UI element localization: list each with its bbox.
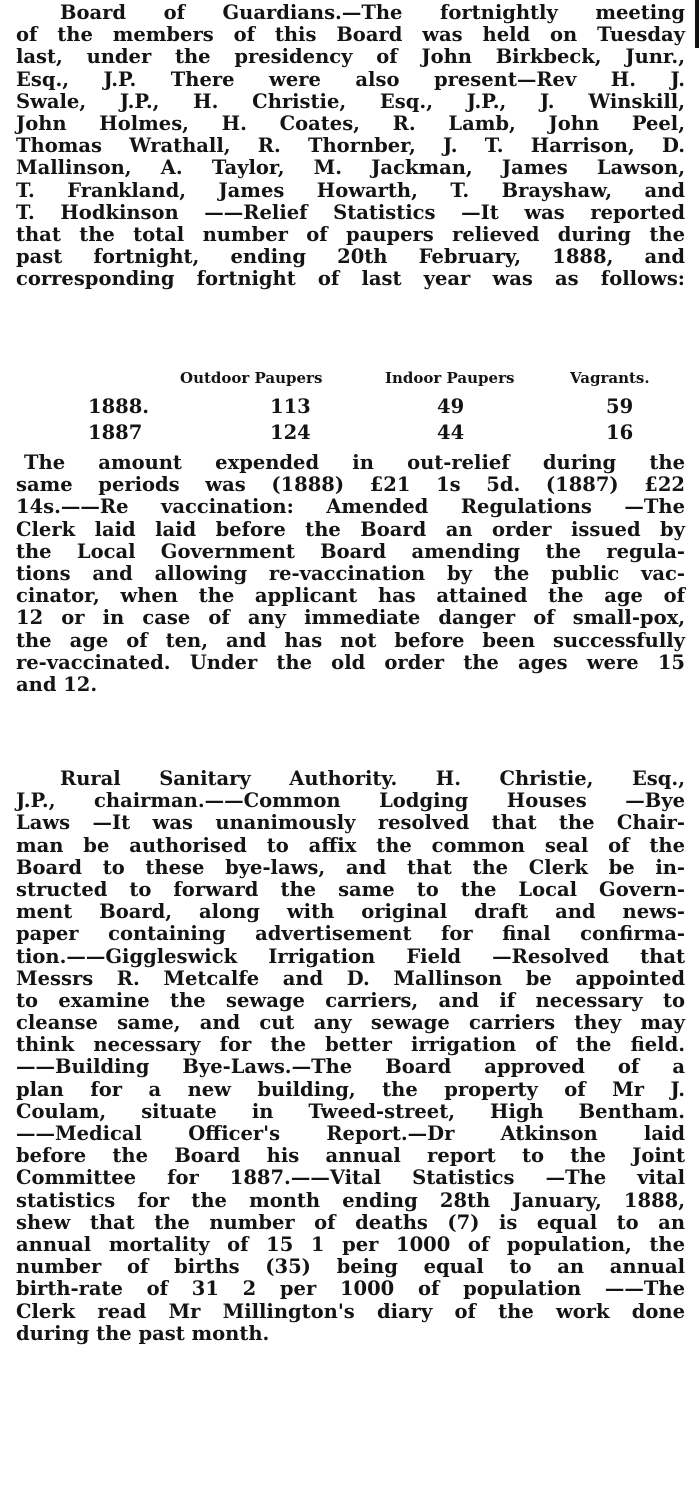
text-line: birth-rate of 31 2 per 1000 of population ——The xyxy=(16,1277,685,1301)
text-line: Board to these bye-laws, and that the Clerk be in- xyxy=(16,855,685,879)
text-line: paper containing advertisement for final confirma- xyxy=(16,922,685,946)
text-line: tions and allowing re-vaccination by the public vac- xyxy=(16,561,685,585)
table-cell-outdoor: 124 xyxy=(270,421,311,444)
text-line: Esq., J.P. There were also present—Rev H. J. xyxy=(16,67,685,91)
text-line: to examine the sewage carriers, and if necessary to xyxy=(16,988,685,1012)
text-line: Thomas Wrathall, R. Thornber, J. T. Harrison, D. xyxy=(16,134,685,158)
table-cell-vagrants: 16 xyxy=(606,421,634,444)
table-cell-year: 1887 xyxy=(88,421,143,444)
table-cell-indoor: 44 xyxy=(437,421,465,444)
text-line: of the members of this Board was held on Tuesday xyxy=(16,23,685,47)
text-line: during the past month. xyxy=(16,1321,270,1345)
text-line: the age of ten, and has not before been successfully xyxy=(16,628,685,652)
text-line: cleanse same, and cut any sewage carriers they may xyxy=(16,1011,685,1035)
text-line: cinator, when the applicant has attained the age of xyxy=(16,584,685,608)
text-line: the Local Government Board amending the regula- xyxy=(16,539,685,563)
text-line: Rural Sanitary Authority. H. Christie, Esq., xyxy=(60,767,685,790)
table-row xyxy=(0,422,699,444)
text-line: T. Hodkinson ——Relief Statistics —It was reported xyxy=(16,200,685,224)
text-line: John Holmes, H. Coates, R. Lamb, John Peel, xyxy=(16,111,685,135)
col-vagrants-header: Vagrants. xyxy=(570,369,650,387)
article-board-of-guardians xyxy=(0,2,699,290)
text-line: Committee for 1887.——Vital Statistics —The vital xyxy=(16,1166,685,1190)
text-line: ——Building Bye-Laws.—The Board approved of a xyxy=(16,1055,685,1079)
text-line: shew that the number of deaths (7) is equal to an xyxy=(16,1210,685,1234)
table-cell-indoor: 49 xyxy=(437,395,465,418)
text-line: annual mortality of 15 1 per 1000 of population, the xyxy=(16,1232,685,1256)
text-line: before the Board his annual report to the Joint xyxy=(16,1144,685,1168)
text-line: plan for a new building, the property of Mr J. xyxy=(16,1077,685,1101)
text-line: 14s.——Re vaccination: Amended Regulations —The xyxy=(16,495,685,519)
text-line: Clerk read Mr Millington's diary of the work done xyxy=(16,1299,685,1323)
text-line: past fortnight, ending 20th February, 1888, and xyxy=(16,245,685,269)
relief-table-header xyxy=(0,368,699,388)
text-line: The amount expended in out-relief during the xyxy=(24,451,685,474)
table-cell-outdoor: 113 xyxy=(270,395,311,418)
text-line: number of births (35) being equal to an annual xyxy=(16,1255,685,1279)
text-line: corresponding fortnight of last year was as follows: xyxy=(16,267,685,291)
text-line: tion.——Giggleswick Irrigation Field —Resolved that xyxy=(16,944,685,968)
text-line: Swale, J.P., H. Christie, Esq., J.P., J. Winskill, xyxy=(16,89,685,113)
text-line: statistics for the month ending 28th January, 1888, xyxy=(16,1188,685,1212)
text-line: ment Board, along with original draft and news- xyxy=(16,900,685,924)
text-line: ——Medical Officer's Report.—Dr Atkinson laid xyxy=(16,1122,685,1145)
text-line: Clerk laid laid before the Board an order issued by xyxy=(16,517,685,541)
text-line: Coulam, situate in Tweed-street, High Bentham. xyxy=(16,1099,685,1123)
text-line: J.P., chairman.——Common Lodging Houses —Bye xyxy=(16,789,685,813)
text-line: 12 or in case of any immediate danger of small-pox, xyxy=(16,606,685,630)
article-board-of-guardians-continued xyxy=(0,452,699,696)
text-line: that the total number of paupers relieved during the xyxy=(16,222,685,246)
text-line: Messrs R. Metcalfe and D. Mallinson be appointed xyxy=(16,966,685,990)
text-line: structed to forward the same to the Local Govern- xyxy=(16,877,685,901)
text-line: last, under the presidency of John Birkbeck, Junr., xyxy=(16,45,685,69)
text-line: Mallinson, A. Taylor, M. Jackman, James Lawson, xyxy=(16,156,685,180)
text-line: man be authorised to affix the common seal of the xyxy=(16,833,685,857)
text-line: and 12. xyxy=(16,672,98,696)
col-indoor-header: Indoor Paupers xyxy=(385,369,515,387)
article-rural-sanitary-authority xyxy=(0,768,699,1345)
text-line: think necessary for the better irrigation of the field. xyxy=(16,1033,685,1057)
text-line: T. Frankland, James Howarth, T. Brayshaw, and xyxy=(16,178,685,202)
text-line: re-vaccinated. Under the old order the ages were 15 xyxy=(16,650,685,674)
table-cell-year: 1888. xyxy=(88,395,150,418)
col-outdoor-header: Outdoor Paupers xyxy=(180,369,323,387)
text-line: same periods was (1888) £21 1s 5d. (1887) £22 xyxy=(16,473,685,497)
text-line: Laws —It was unanimously resolved that the Chair- xyxy=(16,811,685,835)
table-row xyxy=(0,396,699,418)
text-line: Board of Guardians.—The fortnightly meeting xyxy=(60,1,685,24)
table-cell-vagrants: 59 xyxy=(606,395,634,418)
